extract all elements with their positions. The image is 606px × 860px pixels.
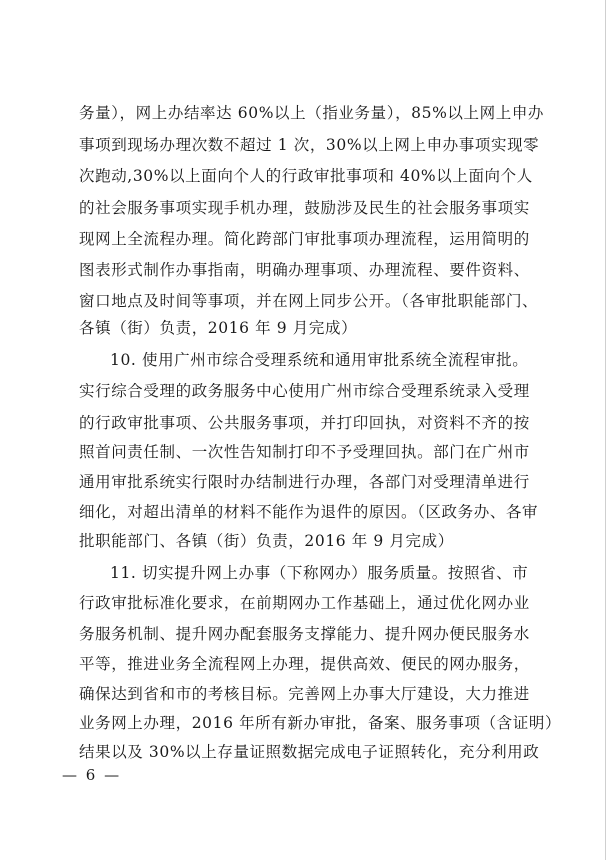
text-line: 的社会服务事项实现手机办理，鼓励涉及民生的社会服务事项实 bbox=[79, 199, 530, 217]
text-line: 各镇（街）负责，2016 年 9 月完成） bbox=[79, 319, 358, 337]
section-heading-11: 11. 切实提升网上办事（下称网办）服务质量。按照省、市 bbox=[110, 564, 529, 582]
section-heading-10: 10. 使用广州市综合受理系统和通用审批系统全流程审批。 bbox=[110, 351, 529, 369]
text-line: 结果以及 30%以上存量证照数据完成电子证照转化，充分利用政 bbox=[79, 743, 540, 761]
text-line: 平等，推进业务全流程网上办理，提供高效、便民的网办服务， bbox=[79, 655, 530, 673]
text-line: 照首问责任制、一次性告知制打印不予受理回执。部门在广州市 bbox=[79, 443, 530, 461]
text-line: 细化，对超出清单的材料不能作为退件的原因。（区政务办、各审 bbox=[79, 503, 539, 521]
text-line: 的行政审批事项、公共服务事项，并打印回执，对资料不齐的按 bbox=[79, 414, 530, 432]
text-line: 事项到现场办理次数不超过 1 次，30%以上网上申办事项实现零 bbox=[79, 136, 540, 154]
text-line: 批职能部门、各镇（街）负责，2016 年 9 月完成） bbox=[79, 532, 454, 550]
text-line: 行政审批标准化要求，在前期网办工作基础上，通过优化网办业 bbox=[79, 594, 530, 612]
text-line: 确保达到省和市的考核目标。完善网上办事大厅建设，大力推进 bbox=[79, 685, 530, 703]
text-line: 窗口地点及时间等事项，并在网上同步公开。（各审批职能部门、 bbox=[79, 292, 539, 310]
text-line: 次跑动,30%以上面向个人的行政审批事项和 40%以上面向个人 bbox=[79, 167, 533, 185]
text-line: 实行综合受理的政务服务中心使用广州市综合受理系统录入受理 bbox=[79, 382, 530, 400]
text-line: 图表形式制作办事指南，明确办理事项、办理流程、要件资料、 bbox=[79, 261, 530, 279]
text-line: 现网上全流程办理。简化跨部门审批事项办理流程，运用简明的 bbox=[79, 230, 530, 248]
text-line: 通用审批系统实行限时办结制进行办理，各部门对受理清单进行 bbox=[79, 473, 530, 491]
text-line: 务服务机制、提升网办配套服务支撑能力、提升网办便民服务水 bbox=[79, 625, 530, 643]
page-number: — 6 — bbox=[62, 766, 122, 784]
text-line: 业务网上办理，2016 年所有新办审批，备案、服务事项（含证明） bbox=[79, 714, 562, 732]
text-line: 务量），网上办结率达 60%以上（指业务量），85%以上网上申办 bbox=[79, 104, 545, 122]
